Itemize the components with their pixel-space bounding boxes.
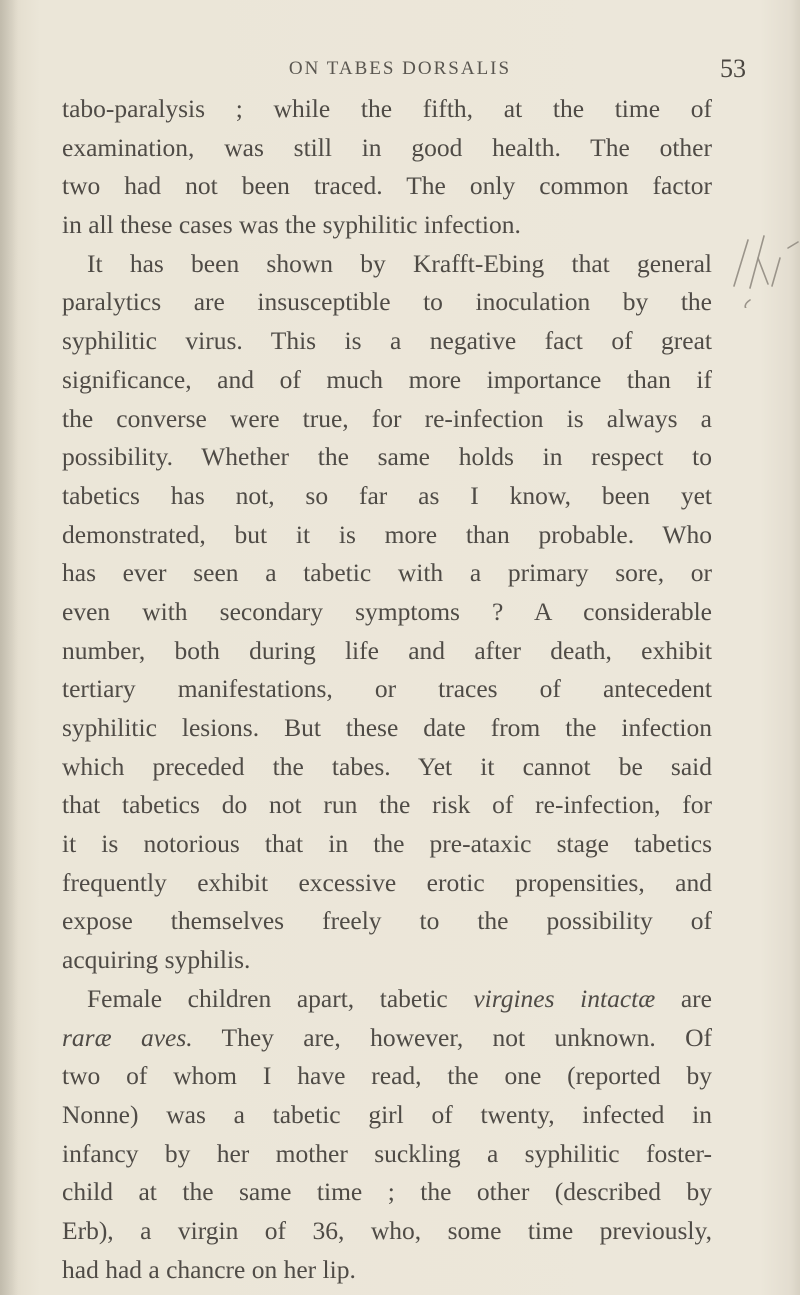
text-line: that tabetics do not run the risk of re-infection, for [62, 790, 712, 820]
text-line: two had not been traced. The only common factor [62, 171, 712, 201]
text-line: two of whom I have read, the one (reported by [62, 1061, 712, 1091]
text-line: It has been shown by Krafft-Ebing that general [87, 248, 712, 278]
text-line: the converse were true, for re-infection is always a [62, 403, 712, 433]
binding-shadow [0, 0, 18, 1295]
text-line: possibility. Whether the same holds in respect to [62, 442, 712, 472]
text-line: tertiary manifestations, or traces of antecedent [62, 674, 712, 704]
margin-pencil-mark [728, 228, 800, 308]
text-line: examination, was still in good health. The other [62, 132, 712, 162]
text-line [62, 980, 712, 1019]
text-line: infancy by her mother suckling a syphilitic foster- [62, 1138, 712, 1168]
page-number: 53 [720, 54, 746, 83]
text-line: in all these cases was the syphilitic infection. [62, 210, 521, 240]
text-line: frequently exhibit excessive erotic propensities, and [62, 867, 712, 897]
text-span: Female children apart, tabetic [87, 983, 448, 1013]
text-line: which preceded the tabes. Yet it cannot be said [62, 751, 712, 781]
text-line: demonstrated, but it is more than probable. Who [62, 519, 712, 549]
text-span: are [680, 983, 712, 1013]
text-line: tabetics has not, so far as I know, been yet [62, 480, 712, 510]
running-head [0, 54, 800, 88]
text-line: paralytics are insusceptible to inoculation by the [62, 287, 712, 317]
italic-phrase: virgines intactæ [473, 983, 656, 1013]
italic-phrase: raræ aves. [62, 1022, 193, 1052]
text-line: acquiring syphilis. [62, 945, 251, 975]
text-line [62, 1019, 712, 1058]
text-line: Erb), a virgin of 36, who, some time previously, [62, 1215, 712, 1245]
text-line: significance, and of much more importance than if [62, 364, 712, 394]
text-line: Nonne) was a tabetic girl of twenty, infected in [62, 1099, 712, 1129]
text-line: it is notorious that in the pre-ataxic stage tabetics [62, 829, 712, 859]
text-line: had had a chancre on her lip. [62, 1254, 356, 1284]
text-span: They are, however, not unknown. Of [221, 1022, 712, 1052]
text-line: expose themselves freely to the possibility of [62, 906, 712, 936]
text-line: syphilitic virus. This is a negative fact of great [62, 326, 712, 356]
text-line: child at the same time ; the other (described by [62, 1177, 712, 1207]
text-line: even with secondary symptoms ? A considerable [62, 596, 712, 626]
text-line: syphilitic lesions. But these date from the infection [62, 713, 712, 742]
running-title: ON TABES DORSALIS [288, 58, 512, 79]
text-line: tabo-paralysis ; while the fifth, at the time of [62, 94, 712, 123]
text-line: has ever seen a tabetic with a primary sore, or [62, 558, 712, 588]
body-text [62, 90, 712, 1289]
text-line: number, both during life and after death, exhibit [62, 635, 712, 665]
